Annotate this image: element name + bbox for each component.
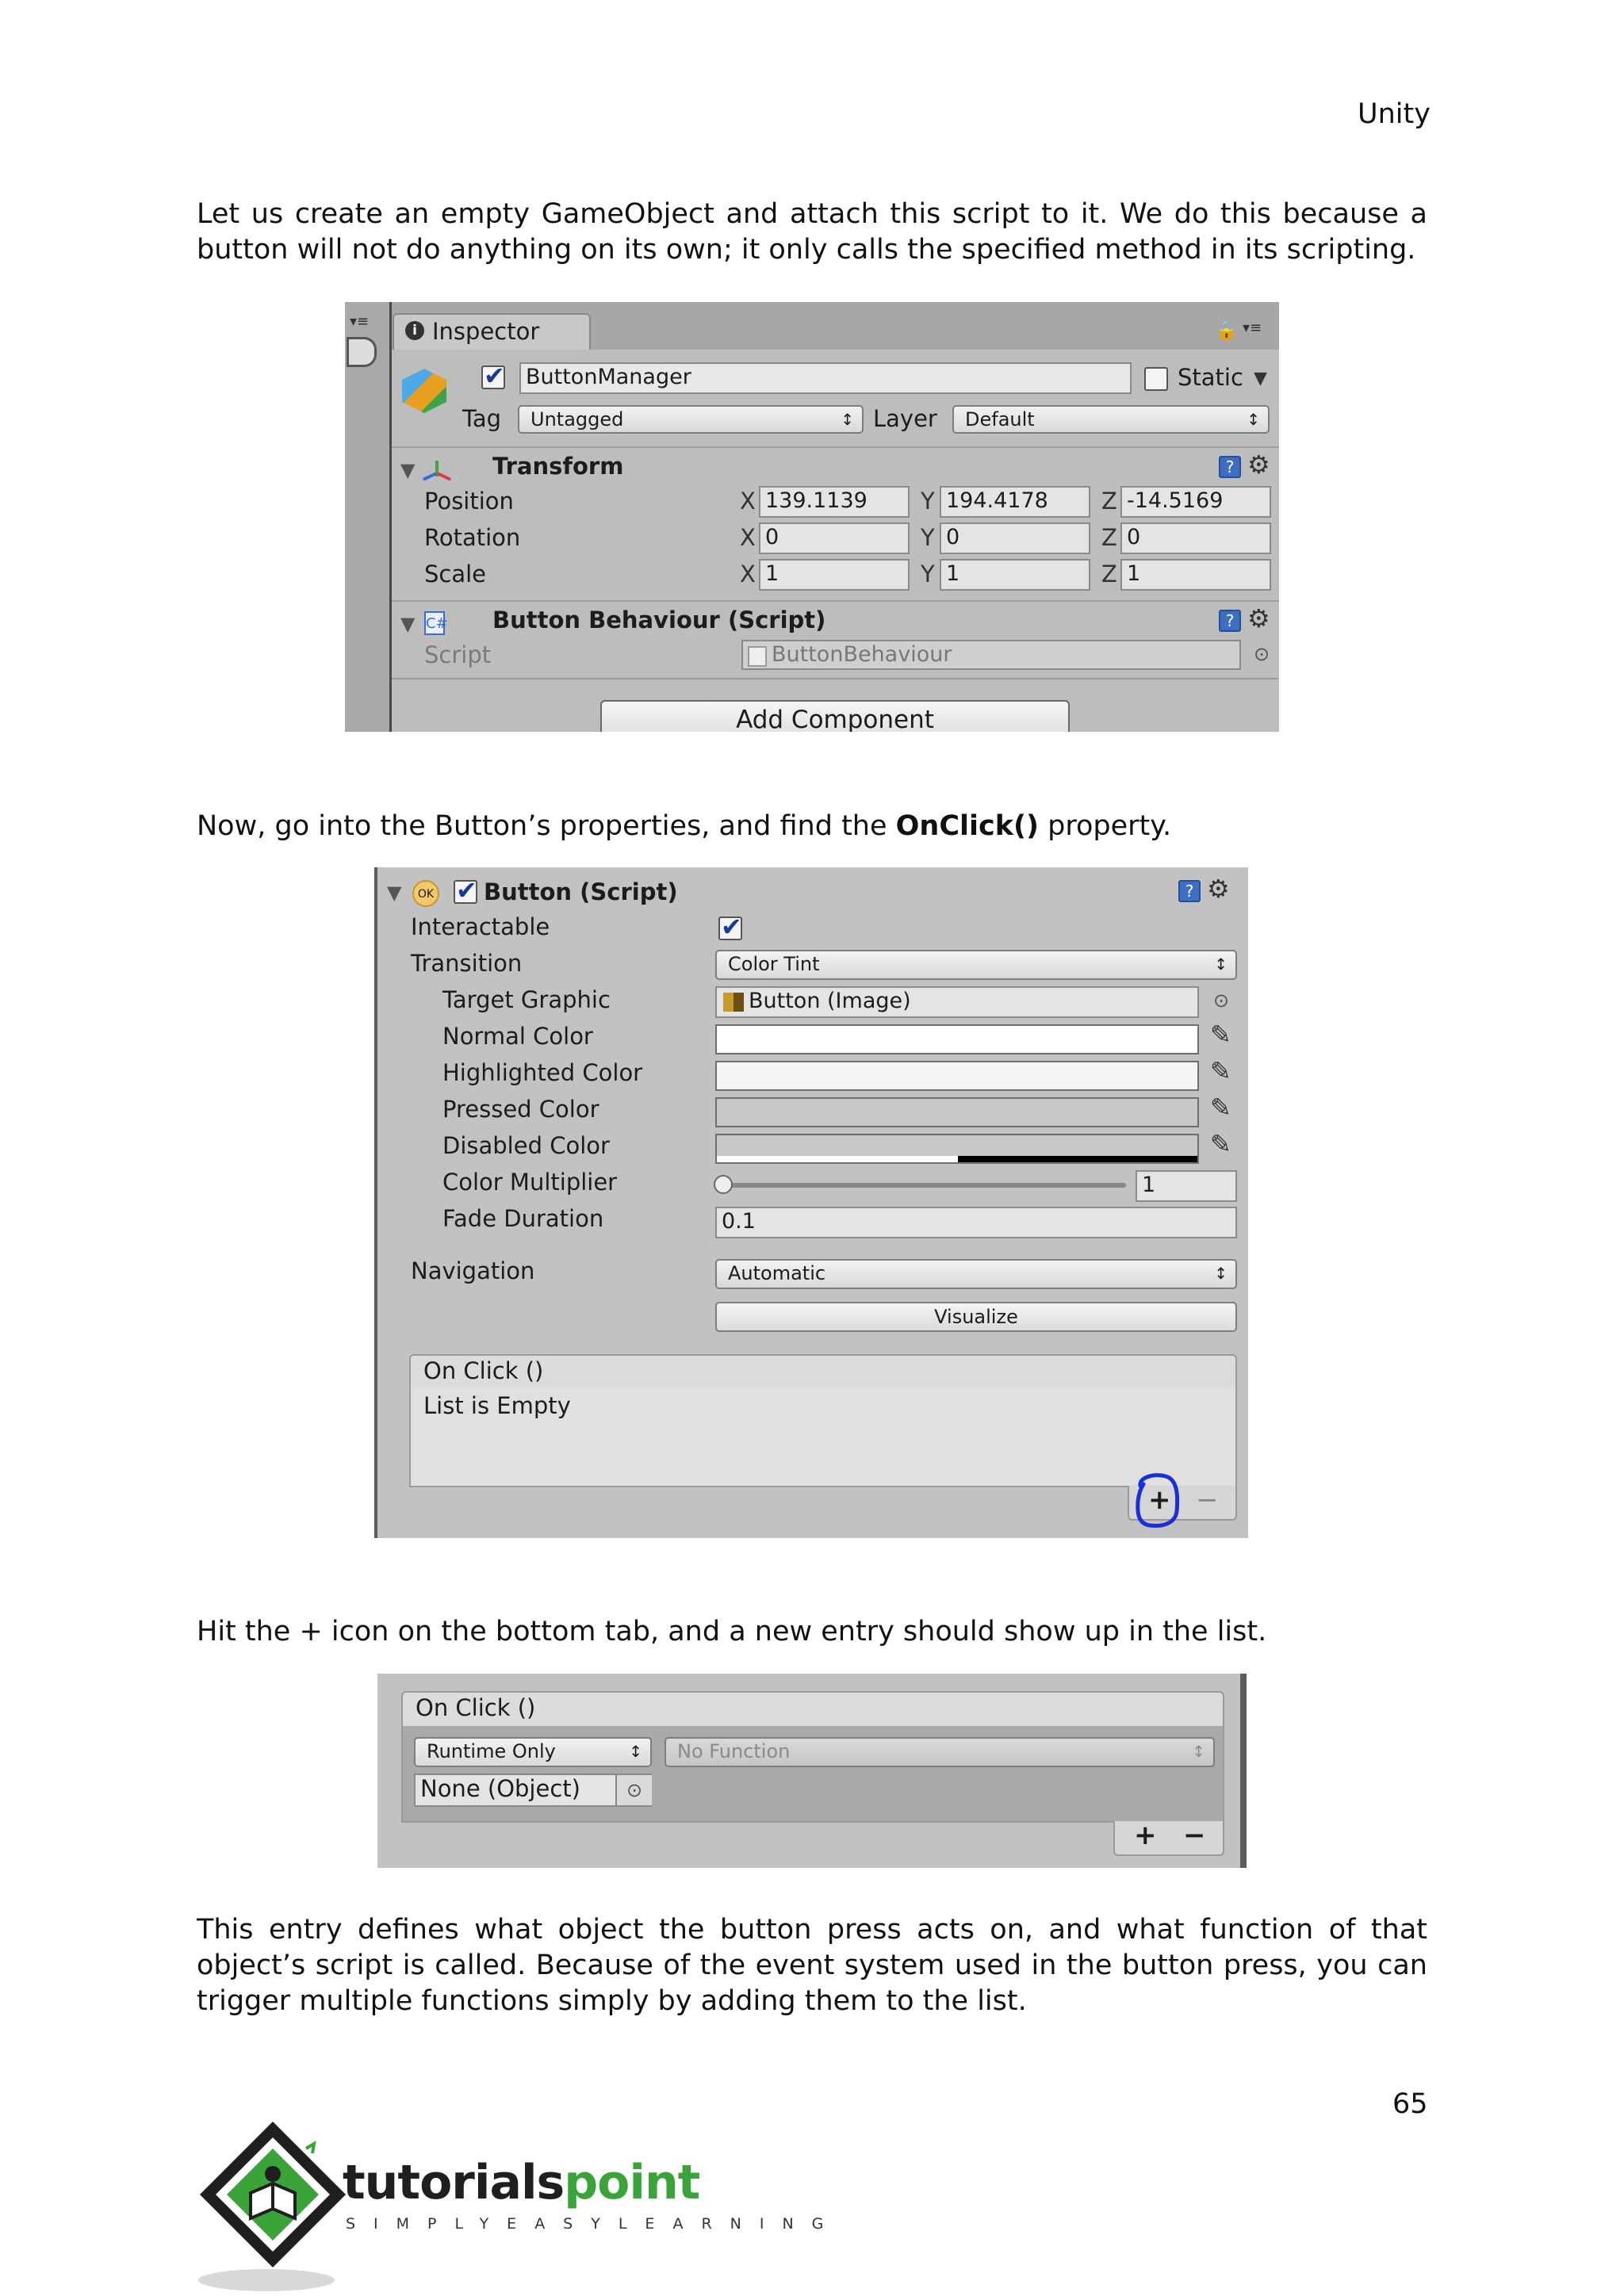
help-icon[interactable]: ? bbox=[1219, 610, 1241, 632]
tag-dropdown[interactable]: Untagged ↕ bbox=[518, 405, 864, 434]
panel-menu-icon: ▾≡ bbox=[350, 313, 370, 330]
fade-duration-field[interactable]: 0.1 bbox=[715, 1207, 1237, 1238]
eyedropper-icon[interactable]: ✎ bbox=[1210, 1129, 1231, 1159]
image-asset-icon bbox=[723, 993, 744, 1012]
disabled-color-label: Disabled Color bbox=[442, 1132, 610, 1159]
static-label: Static bbox=[1178, 364, 1243, 391]
fade-duration-label: Fade Duration bbox=[442, 1205, 604, 1232]
csharp-script-icon: C# bbox=[424, 611, 445, 635]
scale-x-field[interactable]: 1 bbox=[759, 559, 910, 591]
transform-foldout-icon[interactable]: ▼ bbox=[400, 459, 416, 481]
axis-z-label: Z bbox=[1101, 561, 1117, 587]
remove-entry-button[interactable]: − bbox=[1183, 1820, 1206, 1851]
eyedropper-icon[interactable]: ✎ bbox=[1210, 1056, 1231, 1086]
paragraph-text: property. bbox=[1039, 810, 1172, 842]
paragraph-text: Now, go into the Button’s properties, and find the bbox=[197, 810, 896, 842]
right-edge bbox=[1240, 1674, 1247, 1868]
button-component-icon: OK bbox=[412, 880, 439, 907]
eyedropper-icon[interactable]: ✎ bbox=[1210, 1093, 1231, 1123]
normal-color-label: Normal Color bbox=[442, 1023, 593, 1050]
transition-dropdown[interactable]: Color Tint ↕ bbox=[715, 950, 1237, 980]
script-field[interactable]: ButtonBehaviour bbox=[741, 640, 1241, 670]
target-graphic-label: Target Graphic bbox=[442, 986, 611, 1013]
axis-z-label: Z bbox=[1101, 488, 1117, 515]
navigation-label: Navigation bbox=[411, 1257, 535, 1284]
axis-y-label: Y bbox=[921, 488, 935, 515]
paragraph-onclick-intro bbox=[197, 809, 1427, 844]
separator bbox=[392, 678, 1279, 679]
remove-entry-button[interactable]: − bbox=[1196, 1484, 1219, 1516]
highlighted-color-label: Highlighted Color bbox=[442, 1059, 643, 1086]
axis-x-label: X bbox=[740, 524, 756, 551]
button-enabled-checkbox[interactable] bbox=[454, 880, 477, 904]
transform-axes-icon bbox=[421, 457, 453, 486]
disabled-color-swatch[interactable] bbox=[715, 1134, 1199, 1164]
object-picker-icon[interactable]: ⊙ bbox=[1254, 643, 1270, 665]
active-checkbox[interactable] bbox=[481, 365, 505, 389]
gear-icon[interactable]: ⚙ bbox=[1247, 603, 1270, 633]
function-dropdown[interactable]: No Function ↕ bbox=[665, 1737, 1215, 1767]
add-component-button[interactable]: Add Component bbox=[600, 700, 1070, 732]
scale-label: Scale bbox=[424, 561, 487, 587]
color-multiplier-handle[interactable] bbox=[714, 1175, 733, 1194]
onclick-entry-screenshot bbox=[377, 1674, 1247, 1868]
onclick-list-body bbox=[409, 1387, 1237, 1487]
pressed-color-swatch[interactable] bbox=[715, 1097, 1199, 1127]
onclick-header: On Click () bbox=[416, 1694, 536, 1721]
position-z-field[interactable]: -14.5169 bbox=[1120, 486, 1271, 518]
script-file-icon bbox=[748, 646, 767, 667]
inspector-screenshot bbox=[345, 302, 1279, 732]
normal-color-swatch[interactable] bbox=[715, 1024, 1199, 1054]
pressed-color-label: Pressed Color bbox=[442, 1096, 599, 1123]
tab-inspector[interactable] bbox=[393, 313, 591, 350]
eyedropper-icon[interactable]: ✎ bbox=[1210, 1020, 1231, 1050]
gear-icon[interactable]: ⚙ bbox=[1207, 874, 1230, 904]
script-foldout-icon[interactable]: ▼ bbox=[400, 613, 416, 635]
tab-inspector-label: Inspector bbox=[432, 318, 540, 345]
scale-y-field[interactable]: 1 bbox=[940, 559, 1090, 591]
gear-icon[interactable]: ⚙ bbox=[1247, 450, 1270, 480]
visualize-button[interactable]: Visualize bbox=[715, 1302, 1237, 1332]
transform-title: Transform bbox=[492, 453, 624, 480]
help-icon[interactable]: ? bbox=[1219, 456, 1241, 478]
tutorialspoint-logo bbox=[195, 2117, 842, 2296]
axis-y-label: Y bbox=[921, 561, 935, 587]
color-multiplier-track[interactable] bbox=[723, 1183, 1126, 1188]
info-icon: i bbox=[405, 321, 424, 340]
add-entry-button[interactable]: + bbox=[1148, 1484, 1171, 1516]
position-x-field[interactable]: 139.1139 bbox=[759, 486, 910, 518]
navigation-dropdown[interactable]: Automatic ↕ bbox=[715, 1259, 1237, 1289]
axis-z-label: Z bbox=[1101, 524, 1117, 551]
button-script-screenshot bbox=[374, 867, 1248, 1538]
separator bbox=[392, 600, 1279, 602]
color-multiplier-label: Color Multiplier bbox=[442, 1169, 618, 1196]
target-object-field[interactable]: None (Object) bbox=[414, 1774, 652, 1807]
separator bbox=[392, 446, 1279, 448]
onclick-bold: OnClick() bbox=[895, 810, 1040, 842]
static-dropdown-arrow-icon[interactable]: ▼ bbox=[1254, 369, 1267, 388]
highlighted-color-swatch[interactable] bbox=[715, 1061, 1199, 1091]
target-graphic-field[interactable]: Button (Image) bbox=[715, 986, 1199, 1018]
button-foldout-icon[interactable]: ▼ bbox=[387, 882, 402, 904]
axis-y-label: Y bbox=[921, 524, 935, 551]
rotation-x-field[interactable]: 0 bbox=[759, 522, 910, 554]
static-checkbox[interactable] bbox=[1144, 367, 1168, 391]
logo-word-point: point bbox=[564, 2155, 700, 2210]
axis-x-label: X bbox=[740, 488, 756, 515]
object-picker-icon[interactable]: ⊙ bbox=[1213, 989, 1230, 1012]
position-y-field[interactable]: 194.4178 bbox=[940, 486, 1090, 518]
position-label: Position bbox=[424, 488, 514, 515]
logo-diamond-icon bbox=[195, 2117, 354, 2296]
onclick-header-bar bbox=[409, 1354, 1237, 1389]
interactable-label: Interactable bbox=[411, 913, 550, 940]
add-entry-button[interactable]: + bbox=[1134, 1820, 1157, 1851]
running-title: Unity bbox=[1358, 98, 1431, 130]
runtime-dropdown[interactable]: Runtime Only ↕ bbox=[414, 1737, 652, 1767]
panel-scroll-handle bbox=[347, 337, 377, 367]
annotation-circle bbox=[1131, 1470, 1194, 1532]
paragraph-hit-plus: Hit the + icon on the bottom tab, and a new entry should show up in the list. bbox=[197, 1616, 1267, 1647]
rotation-y-field[interactable]: 0 bbox=[940, 522, 1090, 554]
logo-word-tutorials: tutorials bbox=[343, 2155, 565, 2210]
paragraph-intro: Let us create an empty GameObject and attach this script to it. We do this because a button will not do anything on its own; it only calls the specified method in its scripting. bbox=[197, 198, 1427, 266]
logo-tagline: SIMPLYEASYLEARNING bbox=[346, 2215, 842, 2233]
paragraph-explanation: This entry defines what object the button press acts on, and what function of that object’s script is called. Because of the event system used in the button press, you can trigger multiple functions simply by adding them to the list. bbox=[197, 1914, 1427, 2017]
color-multiplier-field[interactable]: 1 bbox=[1136, 1170, 1237, 1202]
lock-icon[interactable]: 🔒 bbox=[1216, 321, 1238, 341]
page-number: 65 bbox=[1392, 2088, 1428, 2120]
gameobject-cube-icon bbox=[402, 369, 446, 413]
help-icon[interactable]: ? bbox=[1178, 880, 1201, 902]
script-label: Script bbox=[424, 641, 492, 668]
onclick-header: On Click () bbox=[423, 1357, 544, 1384]
logo-wordmark bbox=[343, 2155, 699, 2210]
list-empty-label: List is Empty bbox=[423, 1392, 571, 1419]
scale-z-field[interactable]: 1 bbox=[1120, 559, 1271, 591]
transition-label: Transition bbox=[411, 950, 523, 977]
object-picker-icon[interactable]: ⊙ bbox=[615, 1775, 652, 1805]
rotation-label: Rotation bbox=[424, 524, 521, 551]
axis-x-label: X bbox=[740, 561, 756, 587]
layer-dropdown[interactable]: Default ↕ bbox=[952, 405, 1270, 434]
script-component-title: Button Behaviour (Script) bbox=[492, 607, 826, 633]
tag-label: Tag bbox=[462, 405, 502, 432]
interactable-checkbox[interactable] bbox=[718, 916, 742, 940]
rotation-z-field[interactable]: 0 bbox=[1120, 522, 1271, 554]
tab-menu-icon[interactable]: ▾≡ bbox=[1243, 320, 1262, 336]
onclick-header-bar bbox=[401, 1691, 1224, 1728]
list-footer bbox=[1113, 1821, 1224, 1856]
object-name-field[interactable]: ButtonManager bbox=[519, 362, 1132, 394]
layer-label: Layer bbox=[873, 405, 937, 432]
button-script-title: Button (Script) bbox=[484, 878, 678, 905]
